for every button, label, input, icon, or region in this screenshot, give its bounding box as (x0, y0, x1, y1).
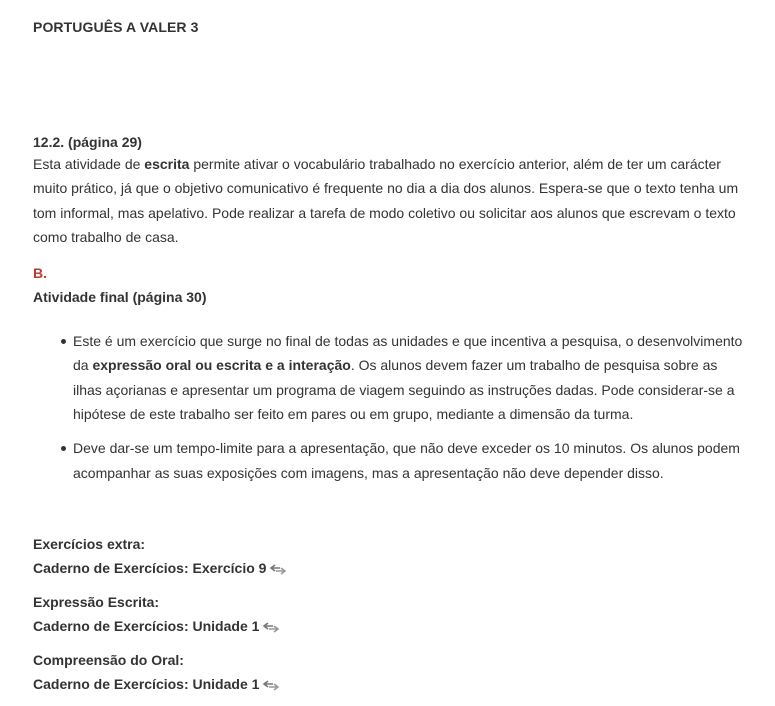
extra-label: Expressão Escrita: (33, 594, 160, 610)
paragraph-text-end: permite ativar o vocabulário trabalhado no exercício anterior, além de ter um carácter muito prático, já que o objetivo comunicativo é frequente no dia a dia dos alunos. Espera-se que o texto tenha um tom informal, mas apelativo. Pode realizar a tarefa de modo coletivo ou solicitar aos alunos que escrevam o texto como trabalho de casa. (33, 156, 739, 245)
list-item (73, 329, 743, 426)
arrows-link-icon[interactable] (262, 678, 280, 692)
bullet-1-text-end: . Os alunos devem fazer um trabalho de pesquisa sobre as ilhas açorianas e apresentar um programa de viagem seguindo as instruções dadas. Pode considerar-se a hipótese de este trabalho ser feito em pares ou em grupo, mediante a dimensão da turma. (73, 357, 735, 423)
activity-final-heading: Atividade final (página 30) (33, 289, 207, 306)
page-title: PORTUGUÊS A VALER 3 (33, 19, 199, 35)
list-item (73, 436, 743, 485)
extra-link-text[interactable]: Caderno de Exercícios: Unidade 1 (33, 618, 260, 634)
extra-group-compreensao-oral (33, 648, 287, 696)
extra-link-unidade-1-escrita[interactable] (33, 614, 287, 638)
section-heading-12-2: 12.2. (página 29) (33, 134, 142, 150)
activity-bullet-list (33, 329, 743, 485)
paragraph-bold-escrita: escrita (144, 156, 190, 172)
extras-section (33, 532, 287, 706)
extra-link-text[interactable]: Caderno de Exercícios: Unidade 1 (33, 676, 260, 692)
section-12-2-paragraph (33, 152, 743, 249)
bullet-2-text: Deve dar-se um tempo-limite para a apresentação, que não deve exceder os 10 minutos. Os alunos podem acompanhar as suas exposições com imagens, mas a apresentação não deve depender disso. (73, 440, 740, 481)
bullet-1-bold: expressão oral ou escrita e a interação (92, 357, 351, 374)
content-section (33, 132, 743, 495)
extra-group-expressao-escrita (33, 590, 287, 638)
extra-link-text[interactable]: Caderno de Exercícios: Exercício 9 (33, 560, 267, 576)
section-letter-b: B. (33, 265, 47, 282)
arrows-link-icon[interactable] (269, 562, 287, 576)
extra-label: Exercícios extra: (33, 536, 146, 552)
extra-label: Compreensão do Oral: (33, 652, 184, 668)
arrows-link-icon[interactable] (262, 620, 280, 634)
extra-link-exercicio-9[interactable] (33, 556, 287, 580)
extra-link-unidade-1-oral[interactable] (33, 672, 287, 696)
bullet-1-text-start: Este é um exercício que surge no final de todas as unidades e que incentiva a pesquisa, o desenvolvimento da (73, 333, 743, 374)
paragraph-text-start: Esta atividade de (33, 156, 145, 172)
extra-group-exercicios (33, 532, 287, 580)
